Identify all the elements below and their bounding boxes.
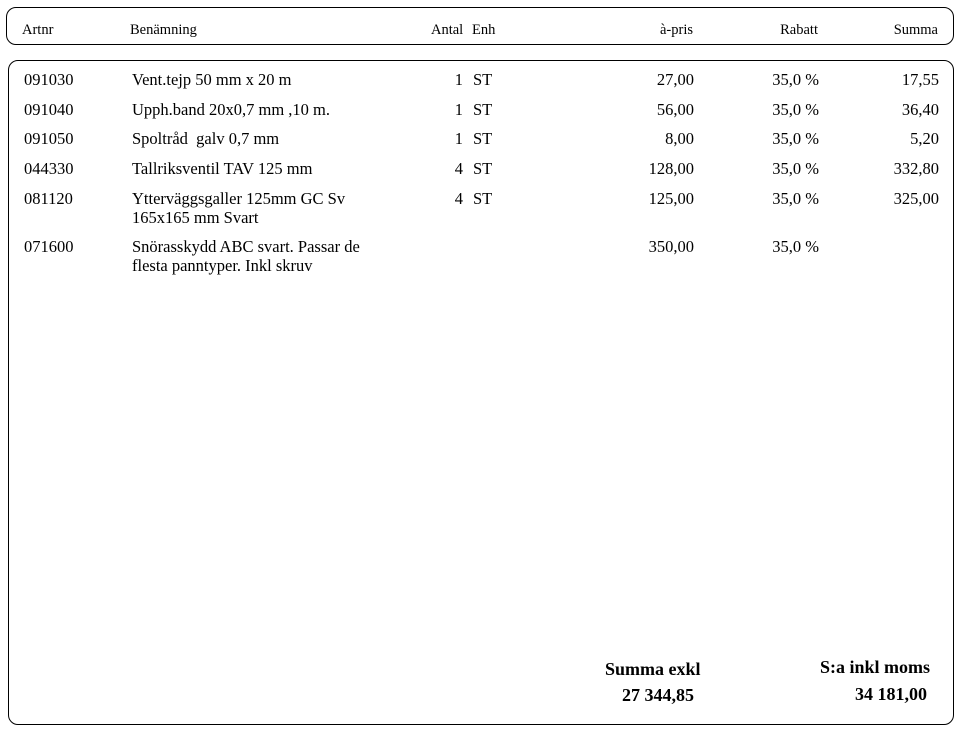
row-artnr: 091050 — [24, 129, 74, 148]
row-apris: 128,00 — [648, 159, 694, 178]
header-rabatt: Rabatt — [780, 22, 818, 38]
row-benamning: Ytterväggsgaller 125mm GC Sv 165x165 mm Svart — [132, 189, 346, 227]
row-enh: ST — [473, 70, 493, 89]
row-summa: 325,00 — [893, 189, 939, 208]
row-benamning: Spoltråd galv 0,7 mm — [132, 129, 280, 148]
row-apris: 125,00 — [648, 189, 694, 208]
row-antal: 4 — [454, 159, 463, 178]
total-exkl-label: Summa exkl — [605, 659, 701, 679]
row-enh: ST — [473, 129, 493, 148]
row-summa: 332,80 — [893, 159, 939, 178]
row-antal: 1 — [454, 129, 463, 148]
row-antal: 4 — [454, 189, 463, 208]
row-rabatt: 35,0 % — [772, 100, 819, 119]
row-artnr: 091030 — [24, 70, 74, 89]
row-artnr: 044330 — [24, 159, 74, 178]
total-exkl-value: 27 344,85 — [622, 685, 694, 705]
row-enh: ST — [473, 189, 493, 208]
row-summa: 36,40 — [901, 100, 939, 119]
row-rabatt: 35,0 % — [772, 159, 819, 178]
row-rabatt: 35,0 % — [772, 189, 819, 208]
row-antal: 1 — [454, 100, 463, 119]
row-rabatt: 35,0 % — [772, 70, 819, 89]
header-artnr: Artnr — [22, 22, 54, 38]
row-enh: ST — [473, 100, 493, 119]
header-summa: Summa — [893, 22, 938, 38]
row-artnr: 071600 — [24, 237, 74, 256]
row-rabatt: 35,0 % — [772, 129, 819, 148]
row-summa: 5,20 — [910, 129, 939, 148]
row-benamning: Vent.tejp 50 mm x 20 m — [132, 70, 292, 89]
header-benamning: Benämning — [130, 22, 197, 38]
row-apris: 27,00 — [656, 70, 694, 89]
row-antal: 1 — [454, 70, 463, 89]
total-inkl-value: 34 181,00 — [855, 684, 927, 704]
row-artnr: 091040 — [24, 100, 74, 119]
header-antal: Antal — [431, 22, 464, 38]
total-inkl-label: S:a inkl moms — [820, 657, 931, 677]
row-benamning: Snörasskydd ABC svart. Passar de flesta panntyper. Inkl skruv — [132, 237, 360, 275]
row-apris: 350,00 — [648, 237, 694, 256]
row-summa: 17,55 — [901, 70, 939, 89]
row-rabatt: 35,0 % — [772, 237, 819, 256]
header-apris: à-pris — [659, 22, 693, 38]
row-benamning: Upph.band 20x0,7 mm ,10 m. — [132, 100, 330, 119]
header-enh: Enh — [472, 22, 496, 38]
row-enh: ST — [473, 159, 493, 178]
row-apris: 56,00 — [656, 100, 694, 119]
row-apris: 8,00 — [665, 129, 694, 148]
row-artnr: 081120 — [24, 189, 73, 208]
row-benamning: Tallriksventil TAV 125 mm — [132, 159, 313, 178]
